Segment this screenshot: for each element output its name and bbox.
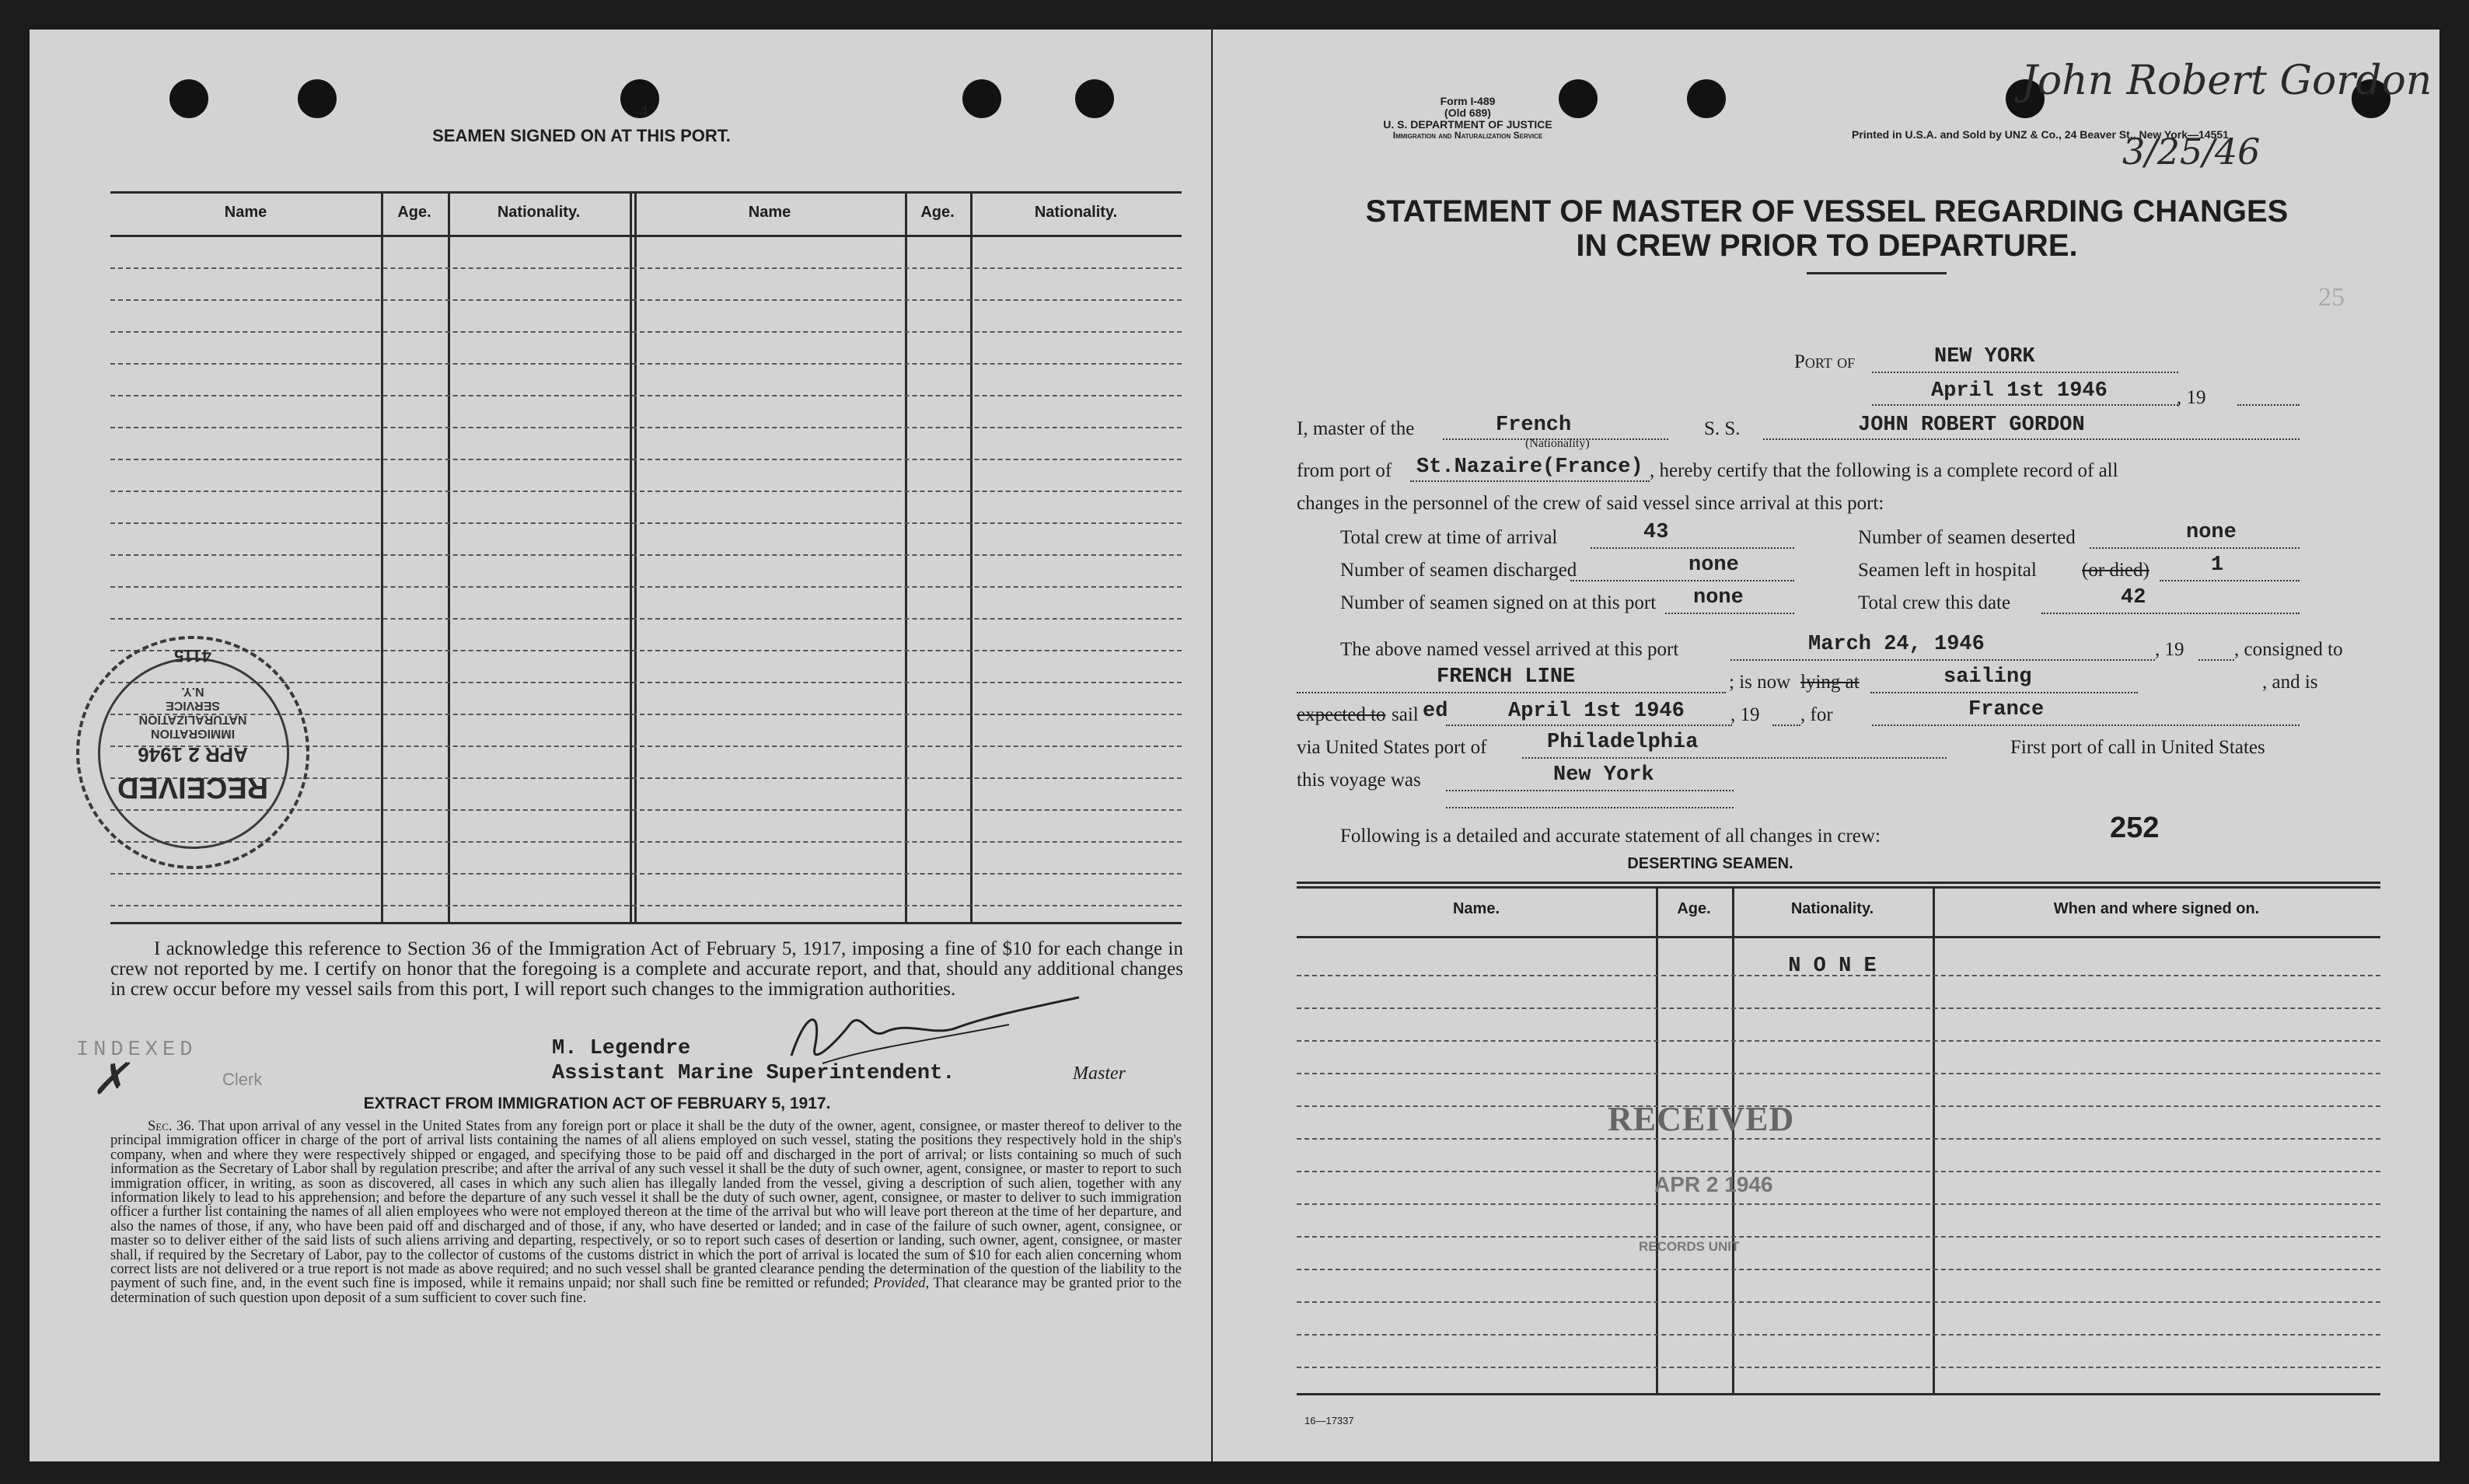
punch-hole [962, 79, 1001, 118]
stamp-line: SERVICE [166, 699, 220, 712]
table-row-rule [110, 905, 1182, 906]
table-row-rule [1297, 1171, 2380, 1172]
punch-hole [1687, 79, 1726, 118]
punch-hole [298, 79, 337, 118]
via-value: Philadelphia [1547, 731, 1699, 754]
signed-on-value: none [1693, 586, 1744, 609]
table-row-rule [1297, 1301, 2380, 1303]
table-row-rule [110, 299, 1182, 301]
received-stamp-text: RECEIVED [1608, 1100, 1795, 1138]
table-row-rule [1297, 1236, 2380, 1238]
arrived-label: The above named vessel arrived at this port [1340, 639, 1679, 660]
table-row-rule [1297, 1007, 2380, 1009]
table-row-rule [110, 459, 1182, 460]
for-label: , for [1800, 704, 1833, 725]
handwritten-vessel-name: John Robert Gordon [2021, 58, 2432, 104]
total-crew-arrival-value: 43 [1643, 521, 1669, 544]
table-row-rule [110, 554, 1182, 556]
table-row-rule [1297, 1040, 2380, 1042]
total-crew-arrival-label: Total crew at time of arrival [1340, 527, 1558, 548]
sail-suffix: ed [1423, 700, 1448, 723]
table-row-rule [110, 586, 1182, 588]
signer-name: M. Legendre [552, 1037, 691, 1060]
master-label: Master [1073, 1063, 1126, 1084]
table-row-rule [1297, 1105, 2380, 1107]
consigned-label: , consigned to [2234, 639, 2343, 660]
total-crew-date-label: Total crew this date [1858, 592, 2011, 613]
deserting-title: DESERTING SEAMEN. [1627, 855, 1793, 872]
indexed-mark: ✗ [92, 1054, 128, 1105]
table-row-rule [110, 363, 1182, 365]
voyage-label: this voyage was [1297, 770, 1421, 791]
ss-label: S. S. [1704, 418, 1741, 439]
column-header: Age. [920, 204, 955, 221]
discharged-label: Number of seamen discharged [1340, 560, 1577, 581]
table-row-rule [110, 331, 1182, 333]
column-header: Name [224, 204, 267, 221]
port-of-value: NEW YORK [1934, 345, 2035, 368]
department: U. S. DEPARTMENT OF JUSTICE [1383, 118, 1552, 131]
section-title: SEAMEN SIGNED ON AT THIS PORT. [432, 126, 731, 145]
signer-title: Assistant Marine Superintendent. [552, 1062, 955, 1085]
arrived-value: March 24, 1946 [1808, 633, 1985, 656]
column-header: Name. [1452, 900, 1500, 917]
discharged-value: none [1688, 553, 1739, 577]
nationality-value: French [1496, 414, 1572, 437]
deserted-value: none [2186, 521, 2237, 544]
hospital-label: Seamen left in hospital [1858, 560, 2037, 581]
status-value: sailing [1943, 665, 2032, 689]
printer-note: Printed in U.S.A. and Sold by UNZ & Co., 24 Beaver St., New York—14551 [1852, 128, 2229, 141]
port-of-label: Port of [1794, 351, 1856, 372]
table-row-rule [1297, 1073, 2380, 1074]
column-header: Age. [1677, 900, 1711, 917]
right-page [1213, 30, 2439, 1461]
received-stamp-unit: RECORDS UNIT [1639, 1239, 1740, 1254]
deserting-entry: N O N E [1788, 955, 1877, 978]
is-now-label: ; is now [1729, 672, 1791, 693]
date-value: April 1st 1946 [1931, 379, 2108, 403]
stamp-line: N.Y. [181, 685, 204, 698]
signed-on-label: Number of seamen signed on at this port [1340, 592, 1657, 613]
certify-text: , hereby certify that the following is a complete record of all [1650, 460, 2118, 481]
table-row-rule [110, 873, 1182, 875]
table-row-rule [1297, 1269, 2380, 1270]
table-row-rule [110, 267, 1182, 269]
stamp-received: RECEIVED [117, 771, 269, 804]
following-label: Following is a detailed and accurate statement of all changes in crew: [1340, 826, 1881, 847]
consignee-value: FRENCH LINE [1437, 665, 1576, 689]
table-row-rule [110, 522, 1182, 524]
vessel-name: JOHN ROBERT GORDON [1858, 414, 2085, 437]
column-header: Name [748, 204, 791, 221]
year-prefix: , 19 [2155, 639, 2184, 660]
acknowledgement-text: I acknowledge this reference to Section 36 of the Immigration Act of February 5, 1917, imposing a fine of $10 for each change in crew not reported by me. I certify on honor that the foregoing is a complete and accurate report, and that, should any additional changes in crew occur before my vessel sails from this port, I will report such changes to the immigration authorities. [110, 938, 1183, 1000]
extract-title: EXTRACT FROM IMMIGRATION ACT OF FEBRUARY 5, 1917. [363, 1095, 831, 1112]
master-of-label: I, master of the [1297, 418, 1415, 439]
form-number: Form I-489 [1440, 95, 1496, 107]
stamp-ring-text: 4115 [174, 646, 211, 665]
sail-date-value: April 1st 1946 [1508, 700, 1685, 723]
from-port-value: St.Nazaire(France) [1416, 456, 1643, 479]
received-stamp-date: APR 2 1946 [1654, 1172, 1773, 1196]
section-body-end: That clearance may be granted prior to the determination of such question upon deposit of a sum sufficient to cover such fine. [110, 1276, 1182, 1306]
destination-value: France [1968, 698, 2045, 721]
left-page [30, 30, 1211, 1461]
received-stamp [76, 636, 309, 869]
column-header: Age. [397, 204, 431, 221]
column-header: Nationality. [1790, 900, 1874, 917]
section-body: That upon arrival of any vessel in the United States from any foreign port or place it shall be the duty of the owner, agent, consignee, or master thereof to deliver to the principal immigration officer in charge of the port of arrival lists containing the names of all aliens employed on such vessel, stating the positions they respectively hold in the ship's company, when and where they were respectively shipped or engaged, and specifying those to be paid off and discharged in the port of arrival; or lists containing so much of such information as the Secretary of Labor shall by regulation prescribe; and after the arrival of any such vessel it shall be the duty of such owner, agent, consignee, or master to report to such immigration officer, in writing, as soon as discovered, all cases in which any such alien has illegally landed from the vessel, giving a description of such alien, together with any information likely to lead to his apprehension; and before the departure of any such vessel it shall be the duty of such owner, agent, consignee, or master to deliver to such immigration officer a further list containing the names of all alien employees who were not employed thereon at the time of the arrival but who will leave port thereon at the time of her departure, and also the names of those, if any, who have been paid off and discharged and of those, if any, who have deserted or landed; and in case of the failure of such owner, agent, consignee, or master so to deliver either of the said lists of such aliens arriving and departing, respectively, or so to report such cases of desertion or landing, such owner, agent, consignee, or master shall, if required by the Secretary of Labor, pay to the collector of customs of the customs district in which the port of arrival is located the sum of $10 for each alien concerning whom correct lists are not delivered or a true report is not made as above required; and no such vessel shall be granted clearance pending the determination of the question of the liability to the payment of such fine, and, in the event such fine is imposed, while it remains unpaid; nor shall such fine be remitted or refunded; [110, 1119, 1182, 1292]
clerk-label: Clerk [222, 1070, 263, 1089]
form-title-line1: STATEMENT OF MASTER OF VESSEL REGARDING CHANGES [1365, 194, 2289, 229]
page-number: 4 [639, 101, 648, 120]
expected-struck: expected to [1297, 704, 1386, 725]
table-row-rule [110, 491, 1182, 492]
punch-hole [1559, 79, 1598, 118]
via-label: via United States port of [1297, 737, 1487, 758]
stamp-line: NATURALIZATION [138, 713, 247, 726]
form-footer: 16—17337 [1304, 1415, 1354, 1426]
changes-text: changes in the personnel of the crew of said vessel since arrival at this port: [1297, 493, 1884, 514]
service: Immigration and Naturalization Service [1392, 130, 1543, 141]
sail-label: sail [1392, 704, 1419, 725]
table-row-rule [110, 395, 1182, 396]
year-prefix: , 19 [1730, 704, 1760, 725]
provided-label: Provided, [873, 1276, 930, 1292]
table-row-rule [110, 427, 1182, 428]
ghost-number: 25 [2318, 283, 2345, 312]
table-row-rule [1297, 1334, 2380, 1336]
deserted-label: Number of seamen deserted [1858, 527, 2076, 548]
table-row-rule [1297, 1203, 2380, 1205]
column-header: When and where signed on. [2053, 900, 2260, 917]
year-prefix: , 19 [2177, 387, 2206, 408]
from-port-label: from port of [1297, 460, 1392, 481]
form-title-line2: IN CREW PRIOR TO DEPARTURE. [1576, 229, 2078, 263]
table-row-rule [110, 618, 1182, 620]
and-is-label: , and is [2262, 672, 2318, 693]
table-row-rule [1297, 1367, 2380, 1368]
nationality-caption: (Nationality) [1525, 437, 1590, 450]
punch-hole [169, 79, 208, 118]
section-36-text [110, 1119, 1182, 1305]
stamp-date: APR 2 1946 [138, 743, 248, 766]
hospital-struck-text: (or died) [2082, 560, 2149, 581]
first-port-label: First port of call in United States [2010, 737, 2265, 758]
total-crew-date-value: 42 [2121, 586, 2146, 609]
indexed-stamp: INDEXED [76, 1039, 197, 1062]
column-header: Nationality. [497, 204, 581, 221]
stamp-line: IMMIGRATION [150, 727, 236, 740]
column-header: Nationality. [1034, 204, 1118, 221]
section-label: Sec. 36. [148, 1119, 195, 1134]
handwritten-date: 3/25/46 [2122, 131, 2261, 173]
form-old: (Old 689) [1444, 106, 1491, 119]
voyage-value: New York [1553, 763, 1654, 787]
hospital-value: 1 [2211, 553, 2224, 577]
table-row-rule [1297, 1138, 2380, 1140]
punch-hole [1075, 79, 1114, 118]
record-number: 252 [2110, 812, 2160, 844]
master-signature [776, 993, 1087, 1079]
lying-at-struck: lying at [1800, 672, 1860, 693]
